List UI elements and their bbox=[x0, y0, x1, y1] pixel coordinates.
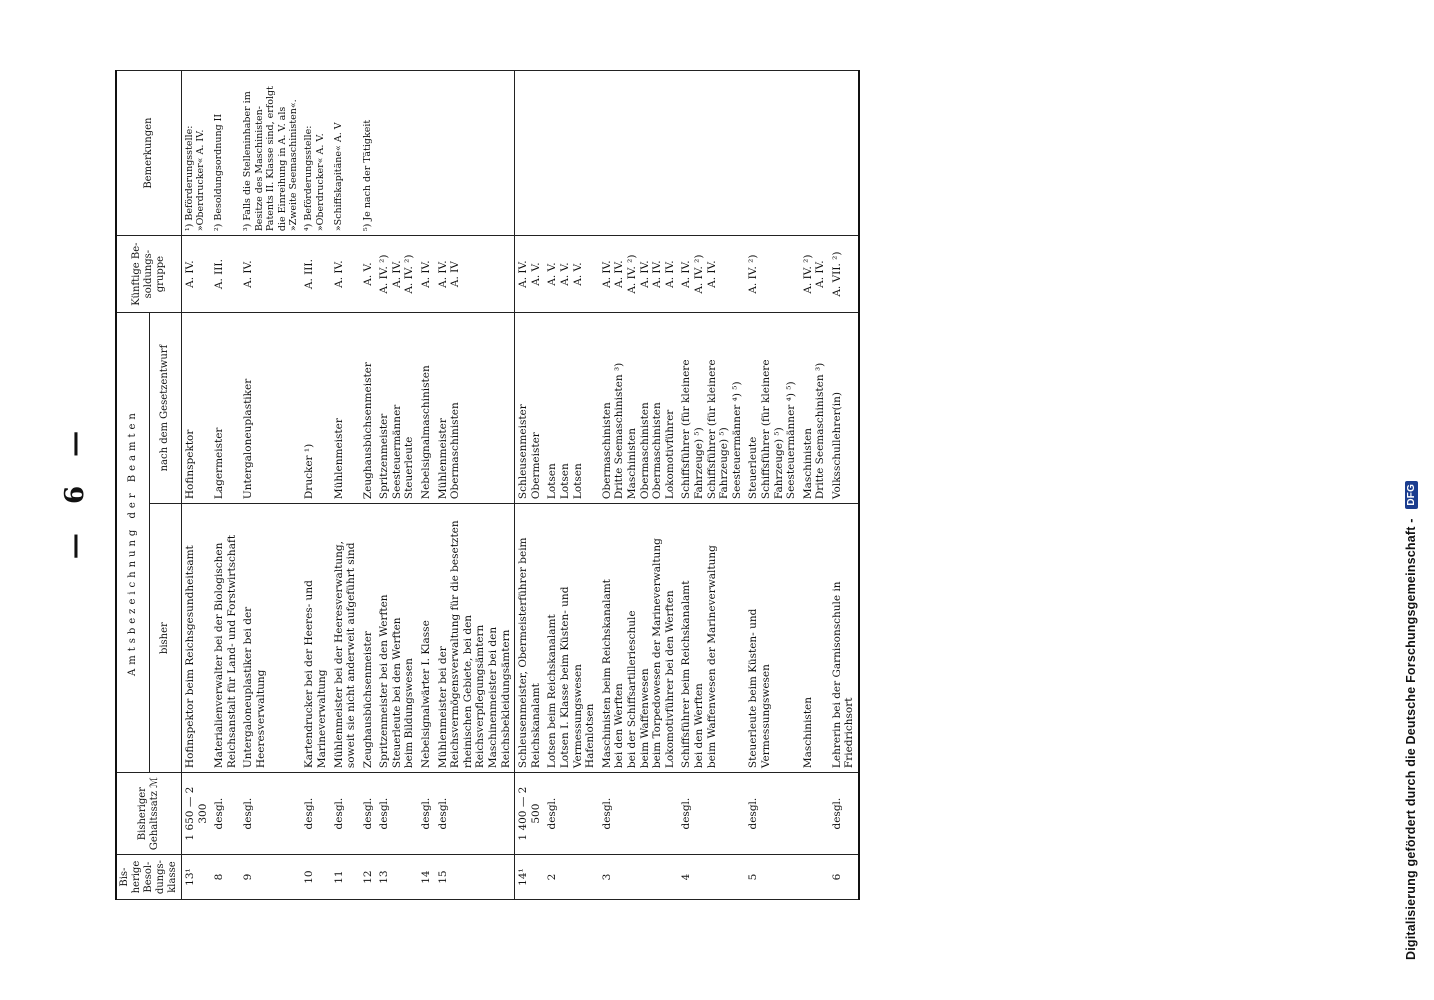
cell-old-title bbox=[829, 504, 859, 773]
cell-group-line: A. IV. bbox=[663, 260, 676, 288]
cell-class: 4 bbox=[678, 855, 745, 900]
cell-class: 8 bbox=[211, 855, 240, 900]
header-old: bisher bbox=[149, 504, 181, 773]
cell-group-line: A. VII. ²) bbox=[830, 251, 843, 297]
cell-class: 11 bbox=[331, 855, 360, 900]
cell-old-title-line: Steuerleute beim Küsten- und Vermessungswesen bbox=[747, 608, 772, 769]
page-number: — 6 — bbox=[60, 420, 90, 560]
cell-group bbox=[240, 236, 301, 313]
cell-new-title-line: Steuerleute bbox=[403, 436, 416, 500]
cell-remarks-line: »Schiffskapitäne« A. V bbox=[332, 122, 344, 232]
cell-remarks bbox=[418, 71, 435, 236]
cell-new-title-line: Obermaschinisten bbox=[638, 402, 651, 500]
table-row bbox=[211, 71, 240, 900]
cell-salary: desgl. bbox=[360, 773, 377, 855]
table-row bbox=[301, 71, 330, 900]
cell-remarks-line: ⁵) Je nach der Tätigkeit bbox=[361, 119, 373, 232]
cell-group-line: A. IV. ²) bbox=[747, 254, 760, 294]
cell-new-title bbox=[745, 313, 799, 504]
cell-new-title bbox=[418, 313, 435, 504]
cell-old-title-line: Mühlenmeister bei der Heeresverwaltung, soweit sie nicht anderweit aufgeführt sind bbox=[332, 541, 358, 769]
cell-new-title-line: Seesteuermänner ⁴) ⁵) bbox=[785, 381, 798, 500]
cell-old-title-line: Hofinspektor beim Reichsgesundheitsamt bbox=[184, 545, 196, 769]
cell-old-title bbox=[599, 504, 679, 773]
cell-old-title-line: beim Waffenwesen bbox=[638, 668, 651, 769]
cell-group-line: A. V. bbox=[571, 262, 584, 286]
cell-new-title bbox=[800, 313, 829, 504]
cell-group bbox=[435, 236, 515, 313]
cell-class bbox=[800, 855, 829, 900]
cell-class: 14 bbox=[418, 855, 435, 900]
table-row bbox=[515, 71, 545, 900]
cell-group-line: A. IV. bbox=[420, 260, 433, 288]
cell-group bbox=[182, 236, 212, 313]
cell-new-title-line: Mühlenmeister bbox=[332, 418, 345, 500]
cell-group-line: A. IV. bbox=[705, 260, 718, 288]
cell-new-title bbox=[376, 313, 418, 504]
cell-salary: desgl. bbox=[745, 773, 799, 855]
cell-old-title bbox=[301, 504, 330, 773]
header-class: Bis-herige Besol-dungs-klasse bbox=[116, 855, 182, 900]
cell-group-line: A. V. bbox=[361, 262, 374, 286]
cell-old-title bbox=[376, 504, 418, 773]
table-row bbox=[376, 71, 418, 900]
cell-new-title bbox=[182, 313, 212, 504]
cell-new-title-line: Lagermeister bbox=[213, 427, 226, 500]
cell-group-line: A. V. bbox=[546, 262, 559, 286]
cell-new-title-line: Lotsen bbox=[546, 463, 559, 500]
cell-salary bbox=[800, 773, 829, 855]
cell-new-title-line: Seesteuermänner bbox=[390, 404, 403, 500]
header-new: nach dem Gesetzentwurf bbox=[149, 313, 181, 504]
cell-new-title bbox=[829, 313, 859, 504]
cell-remarks-line: ³) Falls die Stelleninhaber im Besitze des Maschinisten-Patents II. Klasse sind, erfolgt die Einreihung in A. V. als »Zweite Seemaschinisten«. bbox=[242, 86, 299, 232]
cell-salary: desgl. bbox=[829, 773, 859, 855]
cell-remarks bbox=[829, 71, 859, 236]
cell-new-title-line: Dritte Seemaschinisten ³) bbox=[814, 362, 827, 500]
cell-group-line: A. III. bbox=[213, 259, 226, 290]
cell-salary: desgl. bbox=[301, 773, 330, 855]
cell-remarks bbox=[800, 71, 829, 236]
cell-remarks bbox=[211, 71, 240, 236]
cell-class: 3 bbox=[599, 855, 679, 900]
cell-old-title bbox=[331, 504, 360, 773]
dfg-logo: DFG bbox=[1405, 481, 1418, 509]
cell-salary: 1 400 — 2 500 bbox=[515, 773, 545, 855]
cell-new-title-line: Schiffsführer (für kleinere Fahrzeuge) ⁵) bbox=[759, 359, 785, 500]
cell-new-title-line: Seesteuermänner ⁴) ⁵) bbox=[730, 381, 743, 500]
cell-new-title-line: Drucker ¹) bbox=[303, 443, 316, 500]
header-salary: Bisheriger Gehaltssatz ℳ bbox=[116, 773, 182, 855]
cell-remarks bbox=[331, 71, 360, 236]
cell-new-title-line: Lotsen bbox=[571, 463, 584, 500]
cell-new-title-line: Schiffsführer (für kleinere Fahrzeuge) ⁵) bbox=[680, 359, 705, 500]
cell-new-title-line: Hofinspektor bbox=[184, 429, 196, 500]
cell-new-title bbox=[678, 313, 745, 504]
header-group: Künftige Be-soldungs-gruppe bbox=[116, 236, 182, 313]
cell-remarks bbox=[678, 71, 745, 236]
cell-group bbox=[376, 236, 418, 313]
cell-remarks-line: ¹) Beförderungsstelle: »Oberdrucker« A. IV. bbox=[184, 125, 207, 232]
cell-group-line: A. IV. bbox=[436, 260, 449, 288]
cell-remarks bbox=[435, 71, 515, 236]
cell-class: 13 bbox=[376, 855, 418, 900]
cell-old-title-line: Maschinisten beim Reichskanalamt bbox=[600, 579, 613, 769]
cell-class: 5 bbox=[745, 855, 799, 900]
cell-salary: desgl. bbox=[418, 773, 435, 855]
cell-remarks bbox=[301, 71, 330, 236]
cell-group-line: A. V. bbox=[529, 262, 542, 286]
cell-group-line: A. IV. ²) bbox=[403, 254, 416, 294]
cell-new-title-line: Zeughausbüchsenmeister bbox=[361, 362, 374, 500]
cell-old-title-line: Lokomotivführer bei den Werften bbox=[663, 590, 676, 769]
cell-old-title-line: Hafenlotsen bbox=[584, 703, 597, 769]
cell-old-title bbox=[360, 504, 377, 773]
cell-old-title bbox=[435, 504, 515, 773]
classification-table bbox=[115, 70, 860, 900]
cell-new-title-line: Spritzenmeister bbox=[378, 413, 391, 500]
cell-class: 13¹ bbox=[182, 855, 212, 900]
cell-group bbox=[599, 236, 679, 313]
table-body bbox=[182, 71, 860, 900]
cell-group bbox=[360, 236, 377, 313]
digitization-footer bbox=[1404, 20, 1428, 960]
cell-group-line: A. IV. bbox=[680, 260, 693, 288]
cell-group bbox=[745, 236, 799, 313]
cell-new-title-line: Untergaloneuplastiker bbox=[242, 378, 255, 500]
cell-group-line: A. IV. bbox=[638, 260, 651, 288]
cell-class: 2 bbox=[544, 855, 598, 900]
cell-new-title-line: Dritte Seemaschinisten ³) bbox=[613, 362, 626, 500]
table-row bbox=[678, 71, 745, 900]
cell-remarks bbox=[360, 71, 377, 236]
cell-old-title-line: Steuerleute bei den Werften bbox=[390, 617, 403, 769]
cell-remarks bbox=[240, 71, 301, 236]
cell-new-title bbox=[240, 313, 301, 504]
cell-group-line: A. IV. ²) bbox=[625, 254, 638, 294]
cell-old-title bbox=[418, 504, 435, 773]
table-row bbox=[435, 71, 515, 900]
table-row bbox=[331, 71, 360, 900]
cell-group bbox=[544, 236, 598, 313]
cell-old-title-line: Lehrerin bei der Garnisonschule in Friedrichsort bbox=[830, 581, 856, 769]
cell-salary: desgl. bbox=[435, 773, 515, 855]
table-row bbox=[240, 71, 301, 900]
cell-new-title bbox=[360, 313, 377, 504]
cell-new-title-line: Nebelsignalmaschinisten bbox=[420, 365, 433, 500]
cell-old-title bbox=[240, 504, 301, 773]
cell-group-line: A. IV. bbox=[814, 260, 827, 288]
cell-remarks bbox=[745, 71, 799, 236]
cell-new-title bbox=[599, 313, 679, 504]
cell-new-title-line: Schleusenmeister bbox=[517, 404, 530, 500]
cell-old-title-line: Mühlenmeister bei der Reichsvermögensverwaltung für die besetzten rheinischen Gebiete, bei den Reichsverpflegungsämtern bbox=[436, 520, 487, 769]
cell-group bbox=[331, 236, 360, 313]
cell-old-title bbox=[544, 504, 598, 773]
table-row bbox=[829, 71, 859, 900]
cell-old-title-line: bei den Werften bbox=[692, 683, 705, 769]
cell-group-line: A. IV. bbox=[613, 260, 626, 288]
cell-class: 14¹ bbox=[515, 855, 545, 900]
header-remarks: Bemerkungen bbox=[116, 71, 182, 236]
cell-remarks-line: ²) Besoldungsordnung II bbox=[213, 113, 225, 232]
cell-salary: 1 650 — 2 300 bbox=[182, 773, 212, 855]
cell-old-title-line: beim Waffenwesen der Marineverwaltung bbox=[705, 545, 718, 769]
cell-old-title-line: beim Torpedowesen der Marineverwaltung bbox=[651, 538, 664, 769]
cell-class: 6 bbox=[829, 855, 859, 900]
cell-old-title-line: Nebelsignalwärter I. Klasse bbox=[420, 620, 433, 769]
cell-old-title-line: Schiffsführer beim Reichskanalamt bbox=[680, 580, 693, 769]
cell-remarks bbox=[544, 71, 598, 236]
cell-group-line: A. IV. ²) bbox=[801, 254, 814, 294]
cell-new-title-line: Maschinisten bbox=[625, 428, 638, 500]
cell-group bbox=[678, 236, 745, 313]
cell-old-title bbox=[515, 504, 545, 773]
cell-remarks bbox=[376, 71, 418, 236]
cell-old-title-line: Maschinenmeister bei den Reichsbekleidungsämtern bbox=[487, 626, 512, 769]
cell-old-title-line: Materialienverwalter bei der Biologischen Reichsanstalt für Land- und Forstwirtschaft bbox=[213, 534, 238, 769]
cell-new-title-line: Maschinisten bbox=[801, 428, 814, 500]
cell-new-title bbox=[544, 313, 598, 504]
cell-old-title bbox=[800, 504, 829, 773]
cell-new-title-line: Volksschullehrer(in) bbox=[830, 392, 843, 500]
cell-group-line: A. III. bbox=[303, 259, 316, 290]
cell-old-title bbox=[745, 504, 799, 773]
cell-class: 10 bbox=[301, 855, 330, 900]
cell-old-title-line: Zeughausbüchsenmeister bbox=[361, 631, 374, 769]
cell-group bbox=[418, 236, 435, 313]
cell-old-title-line: Schleusenmeister, Obermeisterführer beim Reichskanalamt bbox=[517, 537, 542, 769]
cell-old-title bbox=[678, 504, 745, 773]
cell-new-title bbox=[435, 313, 515, 504]
cell-salary: desgl. bbox=[376, 773, 418, 855]
cell-remarks bbox=[515, 71, 545, 236]
cell-old-title-line: Spritzenmeister bei den Werften bbox=[378, 594, 391, 769]
cell-group-line: A. IV. bbox=[242, 260, 255, 288]
table-row bbox=[800, 71, 829, 900]
cell-class: 15 bbox=[435, 855, 515, 900]
cell-old-title-line: Untergaloneuplastiker bei der Heeresverwaltung bbox=[242, 606, 267, 769]
table-row bbox=[544, 71, 598, 900]
cell-class: 9 bbox=[240, 855, 301, 900]
cell-group bbox=[301, 236, 330, 313]
cell-salary: desgl. bbox=[331, 773, 360, 855]
cell-new-title-line: Obermeister bbox=[529, 432, 542, 500]
footer-text: Digitalisierung gefördert durch die Deutsche Forschungsgemeinschaft - bbox=[1404, 518, 1418, 960]
cell-old-title-line: bei den Werften bbox=[613, 683, 626, 769]
cell-salary: desgl. bbox=[678, 773, 745, 855]
cell-group-line: A. IV. bbox=[651, 260, 664, 288]
cell-old-title-line: Lotsen I. Klasse beim Küsten- und Vermessungswesen bbox=[559, 586, 584, 769]
cell-group bbox=[515, 236, 545, 313]
cell-new-title bbox=[211, 313, 240, 504]
header-title-group: Amtsbezeichnung der Beamten bbox=[116, 313, 149, 773]
cell-remarks bbox=[182, 71, 212, 236]
cell-group-line: A. IV. ²) bbox=[378, 254, 391, 294]
cell-group bbox=[829, 236, 859, 313]
cell-old-title-line: Lotsen beim Reichskanalamt bbox=[546, 614, 559, 769]
cell-new-title-line: Obermaschinisten bbox=[600, 402, 613, 500]
table-row bbox=[182, 71, 212, 900]
table-row bbox=[360, 71, 377, 900]
table-row bbox=[745, 71, 799, 900]
cell-new-title-line: Lotsen bbox=[559, 463, 572, 500]
cell-salary: desgl. bbox=[240, 773, 301, 855]
cell-salary: desgl. bbox=[544, 773, 598, 855]
cell-new-title-line: Mühlenmeister bbox=[436, 418, 449, 500]
cell-new-title-line: Lokomotivführer bbox=[663, 409, 676, 500]
cell-new-title bbox=[301, 313, 330, 504]
cell-group-line: A. IV. bbox=[184, 260, 196, 288]
cell-group-line: A. IV. ²) bbox=[692, 254, 705, 294]
cell-old-title-line: Kartendrucker bei der Heeres- und Marineverwaltung bbox=[303, 580, 328, 769]
cell-new-title-line: Obermaschinisten bbox=[449, 402, 462, 500]
cell-group-line: A. IV bbox=[449, 261, 462, 288]
cell-salary: desgl. bbox=[211, 773, 240, 855]
cell-remarks-line: ⁴) Beförderungsstelle: »Oberdrucker« A. V. bbox=[303, 125, 326, 232]
cell-new-title-line: Obermaschinisten bbox=[651, 402, 664, 500]
cell-new-title bbox=[515, 313, 545, 504]
cell-group bbox=[800, 236, 829, 313]
cell-group-line: A. V. bbox=[559, 262, 572, 286]
cell-group bbox=[211, 236, 240, 313]
table-row bbox=[418, 71, 435, 900]
cell-old-title-line: bei der Schiffsartillerieschule bbox=[625, 610, 638, 769]
cell-new-title bbox=[331, 313, 360, 504]
cell-old-title bbox=[182, 504, 212, 773]
cell-class: 12 bbox=[360, 855, 377, 900]
cell-old-title bbox=[211, 504, 240, 773]
cell-group-line: A. IV. bbox=[600, 260, 613, 288]
table-row bbox=[599, 71, 679, 900]
cell-remarks bbox=[599, 71, 679, 236]
cell-group-line: A. IV. bbox=[390, 260, 403, 288]
cell-old-title-line: Maschinisten bbox=[801, 696, 814, 769]
cell-new-title-line: Schiffsführer (für kleinere Fahrzeuge) ⁵) bbox=[705, 359, 731, 500]
cell-group-line: A. IV. bbox=[517, 260, 530, 288]
cell-old-title-line: beim Bildungswesen bbox=[403, 658, 416, 769]
cell-new-title-line: Steuerleute bbox=[747, 436, 760, 500]
cell-group-line: A. IV. bbox=[332, 260, 345, 288]
cell-salary: desgl. bbox=[599, 773, 679, 855]
